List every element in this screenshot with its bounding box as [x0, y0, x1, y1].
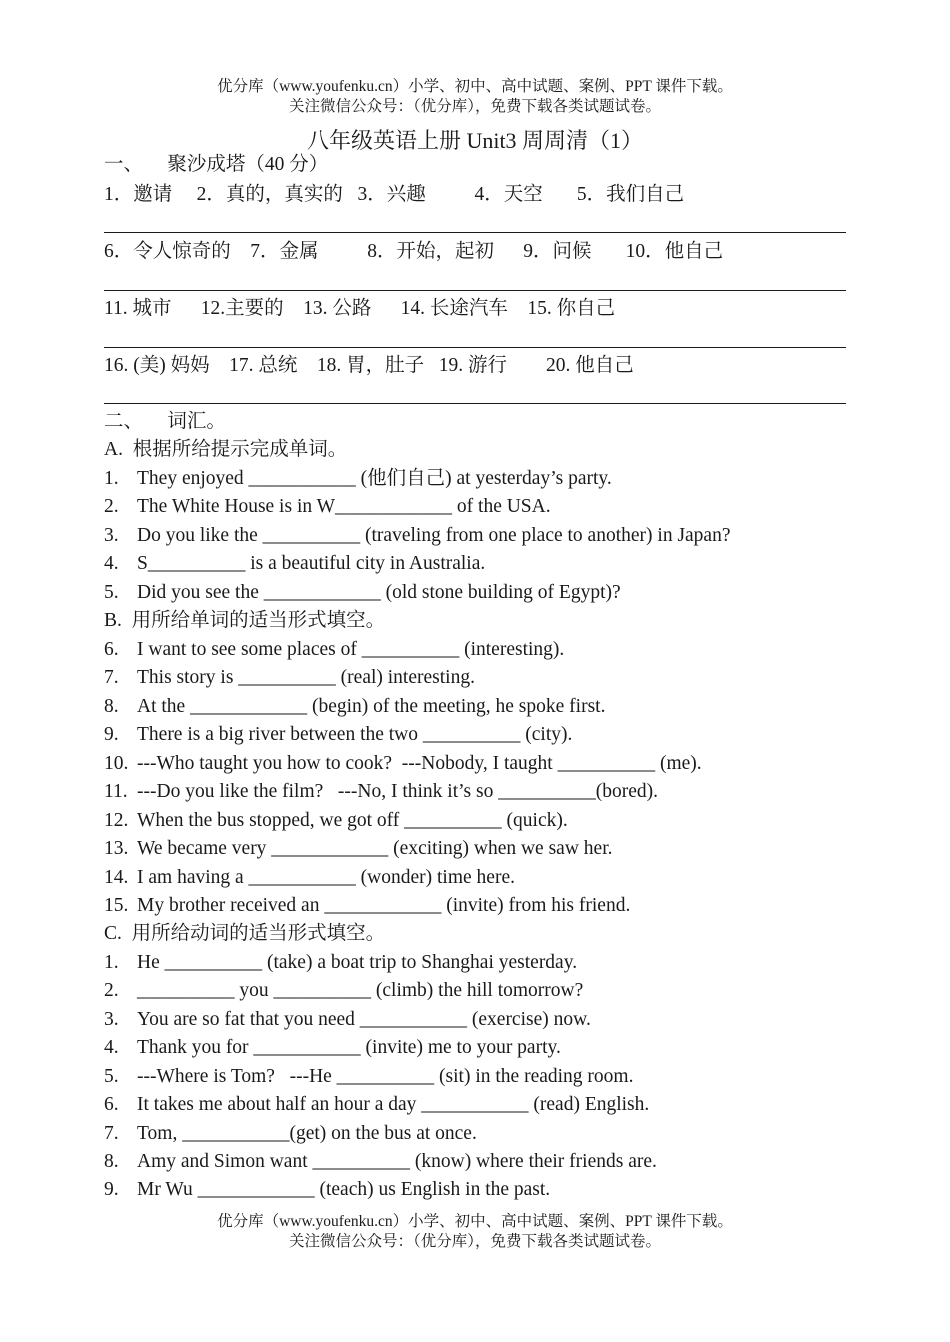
- question-text: You are so fat that you need ___________ (exercise) now.: [137, 1009, 591, 1030]
- question-number: 1.: [104, 952, 119, 973]
- question-text: Mr Wu ____________ (teach) us English in the past.: [137, 1179, 551, 1200]
- part-b-label: B. 用所给单词的适当形式填空。: [104, 610, 386, 631]
- question-number: 9.: [104, 724, 119, 745]
- question-text: We became very ____________ (exciting) when we saw her.: [137, 838, 613, 859]
- question-b-6: [104, 637, 564, 663]
- question-number: 14.: [104, 867, 129, 888]
- answer-line-4: [104, 403, 846, 404]
- part-a-label: A. 根据所给提示完成单词。: [104, 439, 348, 460]
- question-number: 6.: [104, 1094, 119, 1115]
- vocab-row-4: 16. (美) 妈妈 17. 总统 18. 胃，肚子 19. 游行 20. 他自己: [104, 355, 634, 376]
- question-text: Thank you for ___________ (invite) me to your party.: [137, 1037, 561, 1058]
- section-1-heading: 一、 聚沙成塔（40 分）: [104, 154, 329, 175]
- question-text: He __________ (take) a boat trip to Shanghai yesterday.: [137, 952, 578, 973]
- header-line-2: 关注微信公众号：（优分库），免费下载各类试题试卷。: [288, 98, 661, 115]
- question-b-9: [104, 722, 572, 748]
- question-number: 15.: [104, 895, 129, 916]
- question-text: There is a big river between the two __________ (city).: [137, 724, 573, 745]
- question-text: Did you see the ____________ (old stone building of Egypt)?: [137, 582, 621, 603]
- question-number: 2.: [104, 496, 119, 517]
- question-number: 6.: [104, 639, 119, 660]
- question-number: 1.: [104, 468, 119, 489]
- question-a-3: [104, 523, 731, 549]
- question-text: My brother received an ____________ (invite) from his friend.: [137, 895, 631, 916]
- question-text: At the ____________ (begin) of the meeting, he spoke first.: [137, 696, 606, 717]
- question-number: 8.: [104, 696, 119, 717]
- question-text: ---Who taught you how to cook? ---Nobody, I taught __________ (me).: [137, 753, 702, 774]
- question-c-6: [104, 1092, 649, 1118]
- vocab-row-1: 1．邀请 2．真的，真实的 3．兴趣 4．天空 5．我们自己: [104, 184, 685, 205]
- part-c-label: C. 用所给动词的适当形式填空。: [104, 923, 386, 944]
- question-b-12: [104, 808, 568, 834]
- question-number: 11.: [104, 781, 128, 802]
- question-b-14: [104, 865, 515, 891]
- question-number: 3.: [104, 525, 119, 546]
- header-line-1: 优分库（www.youfenku.cn）小学、初中、高中试题、案例、PPT 课件下载。: [217, 78, 733, 95]
- question-c-2: [104, 978, 583, 1004]
- question-text: They enjoyed ___________ (他们自己) at yesterday’s party.: [137, 468, 612, 489]
- question-c-4: [104, 1035, 561, 1061]
- question-b-7: [104, 665, 475, 691]
- question-c-3: [104, 1007, 591, 1033]
- question-text: It takes me about half an hour a day ___________ (read) English.: [137, 1094, 650, 1115]
- answer-line-2: [104, 290, 846, 291]
- question-c-1: [104, 950, 577, 976]
- question-text: ---Where is Tom? ---He __________ (sit) in the reading room.: [137, 1066, 634, 1087]
- question-number: 9.: [104, 1179, 119, 1200]
- question-b-15: [104, 893, 630, 919]
- page-title: 八年级英语上册 Unit3 周周清（1）: [306, 128, 644, 153]
- footer-line-2: 关注微信公众号：（优分库），免费下载各类试题试卷。: [288, 1233, 661, 1250]
- question-number: 7.: [104, 1123, 119, 1144]
- question-text: Tom, ___________(get) on the bus at once.: [137, 1123, 477, 1144]
- question-b-13: [104, 836, 612, 862]
- question-number: 3.: [104, 1009, 119, 1030]
- question-c-7: [104, 1121, 477, 1147]
- question-text: __________ you __________ (climb) the hill tomorrow?: [137, 980, 584, 1001]
- question-number: 8.: [104, 1151, 119, 1172]
- question-text: I am having a ___________ (wonder) time here.: [137, 867, 515, 888]
- question-number: 10.: [104, 753, 129, 774]
- question-b-8: [104, 694, 605, 720]
- footer-line-1: 优分库（www.youfenku.cn）小学、初中、高中试题、案例、PPT 课件下载。: [217, 1213, 733, 1230]
- question-a-5: [104, 580, 621, 606]
- question-text: S__________ is a beautiful city in Australia.: [137, 553, 486, 574]
- question-c-8: [104, 1149, 657, 1175]
- question-c-9: [104, 1177, 550, 1203]
- question-b-10: [104, 751, 702, 777]
- question-number: 4.: [104, 553, 119, 574]
- question-text: I want to see some places of __________ (interesting).: [137, 639, 565, 660]
- question-number: 13.: [104, 838, 129, 859]
- question-b-11: [104, 779, 658, 805]
- question-text: When the bus stopped, we got off __________ (quick).: [137, 810, 568, 831]
- question-text: This story is __________ (real) interesting.: [137, 667, 475, 688]
- vocab-row-3: 11. 城市 12.主要的 13. 公路 14. 长途汽车 15. 你自己: [104, 298, 616, 319]
- answer-line-1: [104, 232, 846, 233]
- question-text: ---Do you like the film? ---No, I think it’s so __________(bored).: [137, 781, 658, 802]
- answer-line-3: [104, 347, 846, 348]
- question-a-2: [104, 494, 551, 520]
- vocab-row-2: 6．令人惊奇的 7．金属 8．开始，起初 9．问候 10．他自己: [104, 241, 724, 262]
- question-c-5: [104, 1064, 633, 1090]
- question-text: The White House is in W____________ of the USA.: [137, 496, 551, 517]
- question-number: 12.: [104, 810, 129, 831]
- question-number: 5.: [104, 1066, 119, 1087]
- question-number: 7.: [104, 667, 119, 688]
- question-text: Do you like the __________ (traveling from one place to another) in Japan?: [137, 525, 731, 546]
- question-a-1: [104, 466, 612, 492]
- section-2-heading: 二、 词汇。: [104, 411, 226, 432]
- question-number: 4.: [104, 1037, 119, 1058]
- question-text: Amy and Simon want __________ (know) where their friends are.: [137, 1151, 657, 1172]
- question-a-4: [104, 551, 485, 577]
- question-number: 2.: [104, 980, 119, 1001]
- question-number: 5.: [104, 582, 119, 603]
